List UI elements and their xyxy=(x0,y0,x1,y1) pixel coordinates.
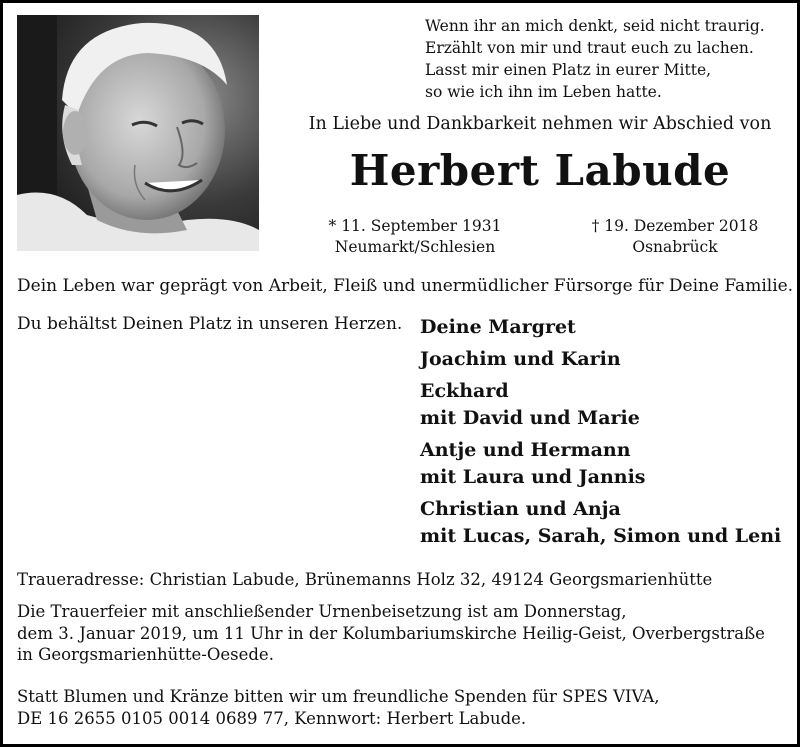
mourner-line: Deine Margret xyxy=(420,316,576,338)
ceremony-line: in Georgsmarienhütte-Oesede. xyxy=(17,645,274,664)
portrait-photo xyxy=(17,15,259,251)
poem-line: Erzählt von mir und traut euch zu lachen. xyxy=(425,39,754,57)
mourner-line: Eckhard xyxy=(420,380,509,402)
mourner-line: Joachim und Karin xyxy=(420,348,621,370)
mourner-line: Christian und Anja xyxy=(420,498,621,520)
motto: Du behältst Deinen Platz in unseren Herzen. xyxy=(17,314,403,334)
donation-info xyxy=(17,686,792,729)
birth-info xyxy=(325,216,505,258)
mourner-line: mit David und Marie xyxy=(420,407,640,429)
mourner-group xyxy=(420,314,790,341)
death-date: † 19. Dezember 2018 xyxy=(591,217,759,235)
birth-place: Neumarkt/Schlesien xyxy=(334,238,496,256)
mourner-group xyxy=(420,346,790,373)
mourner-line: mit Laura und Jannis xyxy=(420,466,646,488)
poem-line: Lasst mir einen Platz in eurer Mitte, xyxy=(425,61,712,79)
death-info xyxy=(585,216,765,258)
mourner-line: mit Lucas, Sarah, Simon und Leni xyxy=(420,525,782,547)
death-place: Osnabrück xyxy=(632,238,718,256)
poem xyxy=(425,15,785,103)
mourner-group xyxy=(420,437,790,491)
mourners-list xyxy=(420,314,790,555)
ceremony-line: dem 3. Januar 2019, um 11 Uhr in der Kolumbariumskirche Heilig-Geist, Overbergstraße xyxy=(17,623,765,643)
mourner-group xyxy=(420,378,790,432)
mourner-line: Antje und Hermann xyxy=(420,439,631,461)
donation-line: Statt Blumen und Kränze bitten wir um freundliche Spenden für SPES VIVA, xyxy=(17,687,660,706)
ceremony-info xyxy=(17,601,792,666)
mourning-address: Traueradresse: Christian Labude, Brünemanns Holz 32, 49124 Georgsmarienhütte xyxy=(17,570,713,589)
farewell-intro: In Liebe und Dankbarkeit nehmen wir Abschied von xyxy=(308,114,772,134)
donation-line: DE 16 2655 0105 0014 0689 77, Kennwort: Herbert Labude. xyxy=(17,708,527,728)
life-statement: Dein Leben war geprägt von Arbeit, Fleiß und unermüdlicher Fürsorge für Deine Familie. xyxy=(17,276,794,296)
mourner-group xyxy=(420,496,790,550)
poem-line: Wenn ihr an mich denkt, seid nicht traurig. xyxy=(425,17,765,35)
deceased-name: Herbert Labude xyxy=(349,146,731,195)
poem-line: so wie ich ihn im Leben hatte. xyxy=(425,83,662,101)
birth-date: * 11. September 1931 xyxy=(328,217,502,235)
ceremony-line: Die Trauerfeier mit anschließender Urnenbeisetzung ist am Donnerstag, xyxy=(17,602,627,621)
